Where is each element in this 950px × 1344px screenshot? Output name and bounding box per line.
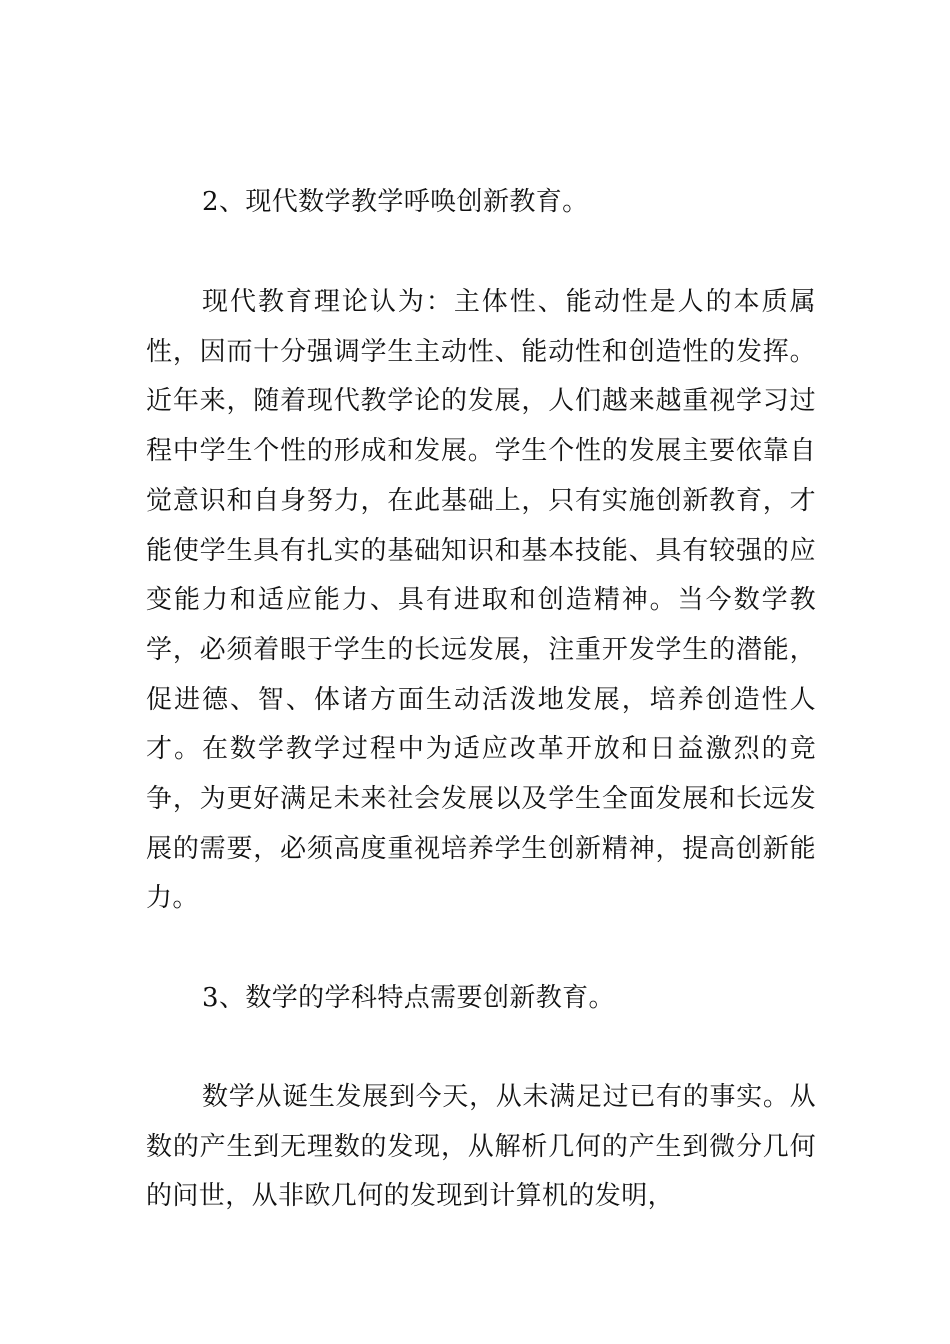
section-heading-2: 2、现代数学教学呼唤创新教育。 [202,187,589,217]
body-paragraph-math-history: 数学从诞生发展到今天，从未满足过已有的事实。从数的产生到无理数的发现，从解析几何的产生到微分几何的问世，从非欧几何的发现到计算机的发明， [146,1082,816,1212]
section-heading-3: 3、数学的学科特点需要创新教育。 [202,983,615,1013]
body-paragraph-modern-education: 现代教育理论认为：主体性、能动性是人的本质属性，因而十分强调学生主动性、能动性和创造性的发挥。近年来，随着现代教学论的发展，人们越来越重视学习过程中学生个性的形成和发展。学生个性的发展主要依靠自觉意识和自身努力，在此基础上，只有实施创新教育，才能使学生具有扎实的基础知识和基本技能、具有较强的应变能力和适应能力、具有进取和创造精神。当今数学教学，必须着眼于学生的长远发展，注重开发学生的潜能，促进德、智、体诸方面生动活泼地发展，培养创造性人才。在数学教学过程中为适应改革开放和日益激烈的竞争，为更好满足未来社会发展以及学生全面发展和长远发展的需要，必须高度重视培养学生创新精神，提高创新能力。 [146,287,816,914]
